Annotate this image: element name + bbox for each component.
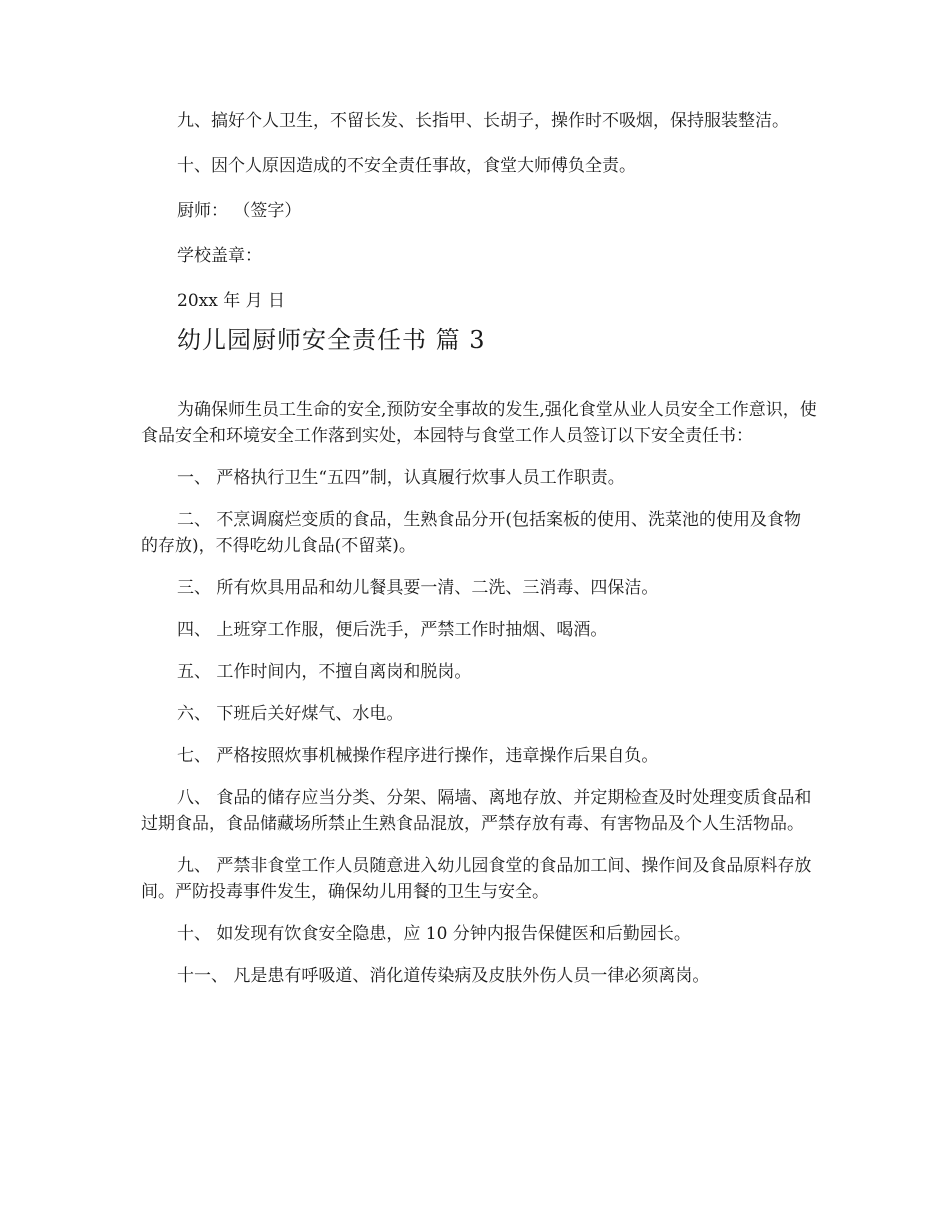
clause-9: 九、搞好个人卫生，不留长发、长指甲、长胡子，操作时不吸烟，保持服装整洁。 bbox=[177, 111, 789, 131]
document-page bbox=[141, 108, 817, 989]
section-title: 幼儿园厨师安全责任书 篇 3 bbox=[177, 326, 486, 354]
intro-paragraph: 为确保师生员工生命的安全,预防安全事故的发生,强化食堂从业人员安全工作意识，使食品安全和环境安全工作落到实处，本园特与食堂工作人员签订以下安全责任书： bbox=[141, 400, 817, 446]
item-4: 四、 上班穿工作服，便后洗手，严禁工作时抽烟、喝酒。 bbox=[177, 620, 608, 640]
item-9: 九、 严禁非食堂工作人员随意进入幼儿园食堂的食品加工间、操作间及食品原料存放间。严防投毒事件发生，确保幼儿用餐的卫生与安全。 bbox=[141, 856, 812, 902]
item-3: 三、 所有炊具用品和幼儿餐具要一清、二洗、三消毒、四保洁。 bbox=[177, 578, 659, 598]
item-1: 一、 严格执行卫生“五四”制，认真履行炊事人员工作职责。 bbox=[177, 468, 625, 488]
item-11: 十一、 凡是患有呼吸道、消化道传染病及皮肤外伤人员一律必须离岗。 bbox=[177, 966, 710, 986]
item-6: 六、 下班后关好煤气、水电。 bbox=[177, 704, 404, 724]
item-2: 二、 不烹调腐烂变质的食品，生熟食品分开(包括案板的使用、洗菜池的使用及食物的存放)，不得吃幼儿食品(不留菜)。 bbox=[141, 510, 802, 556]
item-10: 十、 如发现有饮食安全隐患，应 10 分钟内报告保健医和后勤园长。 bbox=[177, 924, 691, 944]
school-seal-line: 学校盖章： bbox=[177, 246, 262, 266]
item-7: 七、 严格按照炊事机械操作程序进行操作，违章操作后果自负。 bbox=[177, 746, 659, 766]
chef-signature-line: 厨师： （签字） bbox=[177, 201, 302, 221]
date-line: 20xx 年 月 日 bbox=[177, 291, 286, 311]
item-8: 八、 食品的储存应当分类、分架、隔墙、离地存放、并定期检查及时处理变质食品和过期食品，食品储藏场所禁止生熟食品混放，严禁存放有毒、有害物品及个人生活物品。 bbox=[141, 788, 812, 834]
clause-10: 十、因个人原因造成的不安全责任事故，食堂大师傅负全责。 bbox=[177, 156, 636, 176]
item-5: 五、 工作时间内，不擅自离岗和脱岗。 bbox=[177, 662, 472, 682]
